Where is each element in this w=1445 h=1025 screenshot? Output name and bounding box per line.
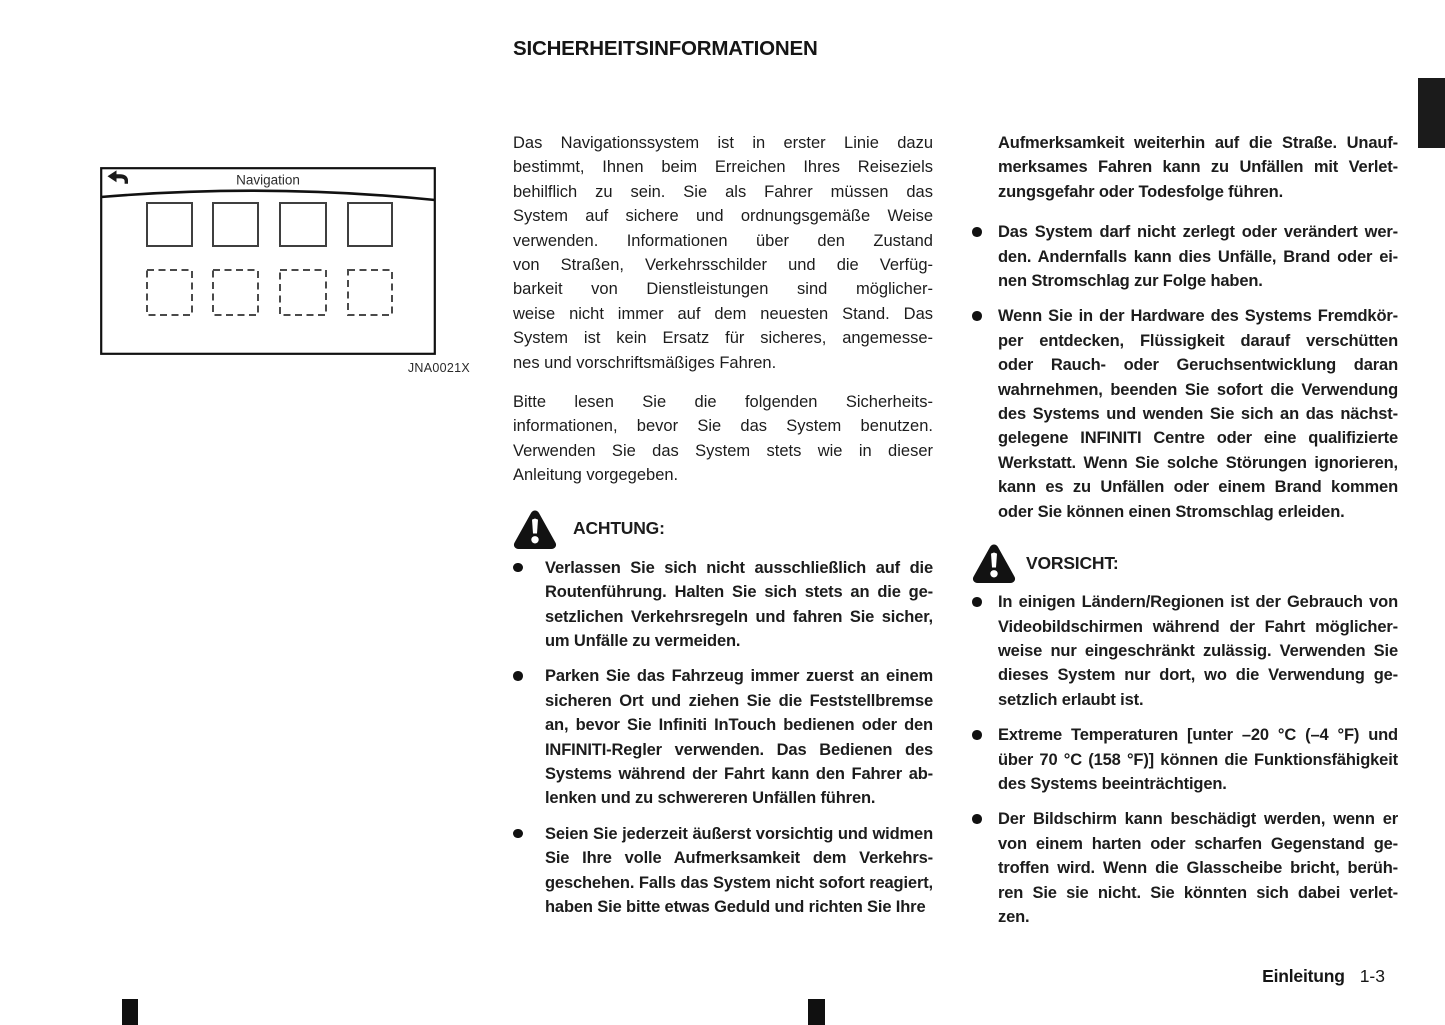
bullet-text: Wenn Sie in der Hardware des Systems Fremdkör- per entdecken, Flüssigkeit darauf verschütten oder Rauch- oder Geruchsentwicklung daran wahrnehmen, beenden Sie sofort die Verwendung des Systems und wenden Sie sich an das nächst- gelegene INFINITI Centre oder eine qualifizierte Werkstatt. Wenn Sie solche Störungen ignorieren, kann es zu Unfällen oder einem Brand kommen oder Sie können einen Stromschlag erleiden.: [998, 307, 1398, 521]
warning-bullet-continuation: Aufmerksamkeit weiterhin auf die Straße. Unauf- merksames Fahren kann zu Unfällen mit Verlet- zungsgefahr oder Todesfolge führen.: [998, 134, 1398, 201]
nav-menu-solid-squares: [147, 203, 392, 246]
bullet-item: [972, 590, 1398, 712]
bullet-marker: [513, 671, 523, 681]
caution-heading: [972, 542, 1398, 584]
warning-label: ACHTUNG:: [573, 518, 665, 539]
warning-bullet-list-right: [972, 220, 1398, 524]
nav-screen-title: Navigation: [236, 172, 300, 188]
bullet-marker: [972, 730, 982, 740]
bullet-marker: [972, 814, 982, 824]
caution-label: VORSICHT:: [1026, 552, 1119, 573]
caution-bullet-list: [972, 590, 1398, 929]
bullet-marker: [513, 563, 523, 573]
warning-triangle-icon: [513, 509, 557, 549]
bullet-item: [972, 220, 1398, 293]
bullet-item: [513, 822, 933, 920]
figure-nav-screen: [100, 167, 436, 355]
bullet-marker: [972, 311, 982, 321]
footer-section: Einleitung: [1262, 966, 1345, 986]
warning-triangle-icon: [972, 543, 1016, 583]
bullet-marker: [972, 227, 982, 237]
warning-bullet-list: [513, 556, 933, 920]
page-title: SICHERHEITSINFORMATIONEN: [513, 37, 818, 60]
bullet-text: Verlassen Sie sich nicht ausschließlich auf die Routenführung. Halten Sie sich stets an die ge- setzlichen Verkehrsregeln und fahren Sie sicher, um Unfälle zu vermeiden.: [545, 558, 933, 650]
bullet-item: [513, 664, 933, 810]
warning-heading: [513, 508, 933, 550]
bullet-item: [972, 807, 1398, 929]
header-curve: [101, 191, 435, 200]
registration-mark: [808, 999, 825, 1025]
bullet-marker: [513, 829, 523, 839]
bullet-text: In einigen Ländern/Regionen ist der Gebrauch von Videobildschirmen während der Fahrt möglicher- weise nur eingeschränkt zulässig. Verwenden Sie dieses System nur dort, wo die Verwendung ge- setzlich erlaubt ist.: [998, 593, 1398, 709]
back-arrow-icon: [108, 170, 129, 183]
bullet-marker: [972, 597, 982, 607]
bullet-item: [972, 304, 1398, 524]
bullet-text: Seien Sie jederzeit äußerst vorsichtig und widmen Sie Ihre volle Aufmerksamkeit dem Verkehrs- geschehen. Falls das System nicht sofort reagiert, haben Sie bitte etwas Geduld und richten Sie Ihre: [545, 824, 933, 916]
bullet-item: [513, 556, 933, 654]
nav-menu-dashed-squares: [147, 270, 392, 315]
registration-mark: [122, 999, 138, 1025]
chapter-edge-tab: [1418, 78, 1445, 148]
footer-page-number: 1-3: [1359, 966, 1385, 986]
page-footer: [1035, 966, 1385, 987]
intro-paragraph-1: Das Navigationssystem ist in erster Linie dazu bestimmt, Ihnen beim Erreichen Ihres Reiseziels behilflich zu sein. Sie als Fahrer müssen das System auf sichere und ordnungsgemäße Weise verwenden. Informationen über den Zustand von Straßen, Verkehrsschilder und die Verfüg- barkeit von Dienstleistungen sind möglicher- weise nicht immer auf dem neuesten Stand. Das System ist kein Ersatz für sicheres, angemesse- nes und vorschriftsmäßiges Fahren.: [513, 134, 933, 372]
intro-paragraph-2: Bitte lesen Sie die folgenden Sicherheits- informationen, bevor Sie das System benutzen. Verwenden Sie das System stets wie in dieser Anleitung vorgegeben.: [513, 393, 933, 485]
bullet-text: Extreme Temperaturen [unter –20 °C (–4 °F) und über 70 °C (158 °F)] können die Funktionsfähigkeit des Systems beeinträchtigen.: [998, 726, 1398, 793]
bullet-item: [972, 723, 1398, 796]
column-middle: [513, 131, 933, 930]
bullet-text: Der Bildschirm kann beschädigt werden, wenn er von einem harten oder scharfen Gegenstand ge- troffen wird. Wenn die Glasscheibe bricht, berüh- ren Sie sie nicht. Sie könnten sich dabei verlet- zen.: [998, 810, 1398, 926]
column-right: [972, 131, 1398, 940]
bullet-text: Parken Sie das Fahrzeug immer zuerst an einem sicheren Ort und ziehen Sie die Feststellbremse an, bevor Sie Infiniti InTouch bedienen oder den INFINITI-Regler verwenden. Das Bedienen des Systems während der Fahrt kann den Fahrer ab- lenken und zu schwereren Unfällen führen.: [545, 667, 933, 808]
bullet-text: Das System darf nicht zerlegt oder verändert wer- den. Andernfalls kann dies Unfälle, Brand oder ei- nen Stromschlag zur Folge haben.: [998, 223, 1398, 291]
figure-caption: JNA0021X: [407, 361, 470, 375]
